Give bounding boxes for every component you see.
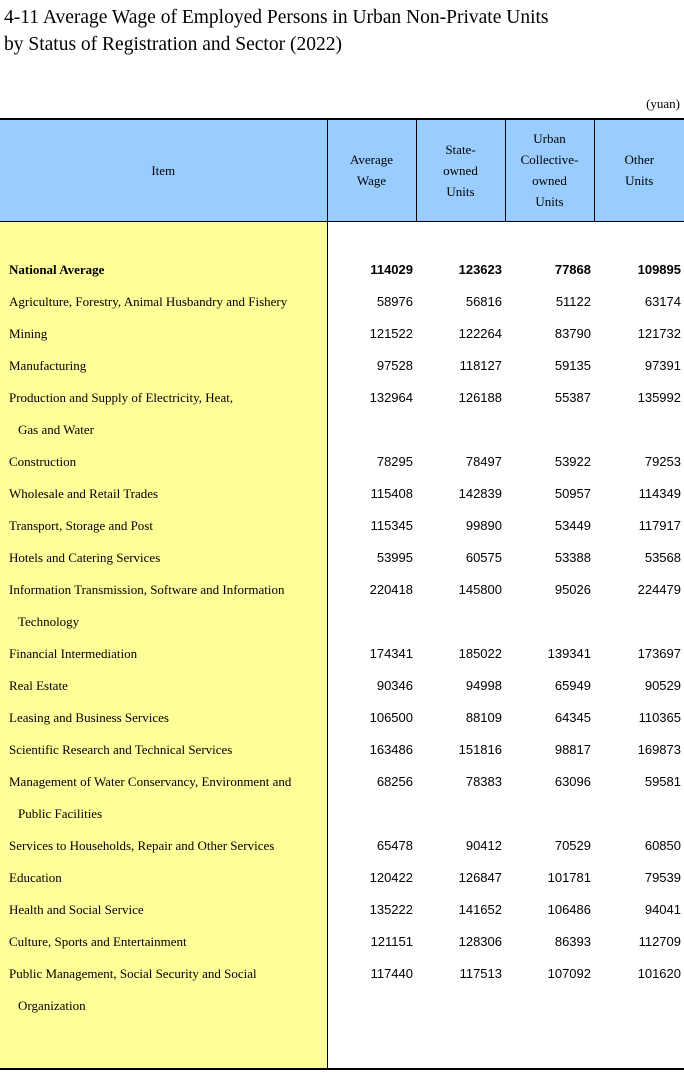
row-value: 139341 — [547, 646, 591, 661]
table-row-continuation — [0, 414, 684, 446]
row-label: Education — [0, 862, 327, 894]
row-value: 142839 — [458, 486, 502, 501]
row-value: 78295 — [376, 454, 413, 469]
row-value: 64345 — [554, 710, 591, 725]
row-value: 115408 — [370, 486, 413, 501]
table-row — [0, 478, 684, 510]
row-value: 95026 — [554, 582, 591, 597]
table-row-continuation — [0, 798, 684, 830]
table-row — [0, 894, 684, 926]
table-row — [0, 254, 684, 286]
row-value: 174341 — [369, 646, 413, 661]
row-value: 79539 — [644, 870, 681, 885]
row-label: Services to Households, Repair and Other Services — [0, 830, 327, 862]
table-row — [0, 286, 684, 318]
row-value: 53922 — [554, 454, 591, 469]
row-value: 107092 — [547, 966, 591, 981]
row-value: 120422 — [369, 870, 413, 885]
row-value: 65949 — [554, 678, 591, 693]
row-label: Health and Social Service — [0, 894, 327, 926]
row-value: 68256 — [376, 774, 413, 789]
table-row — [0, 446, 684, 478]
row-label: Construction — [0, 446, 327, 478]
row-label: Information Transmission, Software and Information — [0, 574, 327, 606]
wage-table — [0, 118, 684, 1070]
row-value: 90412 — [465, 838, 502, 853]
table-bottom-row — [0, 1022, 684, 1069]
row-value: 65478 — [376, 838, 413, 853]
row-value: 78383 — [465, 774, 502, 789]
row-value: 128306 — [458, 934, 502, 949]
row-value: 114029 — [370, 262, 413, 277]
row-value: 135992 — [637, 390, 681, 405]
table-body — [0, 221, 684, 1069]
table-row — [0, 382, 684, 414]
row-value: 141652 — [458, 902, 502, 917]
row-value: 117513 — [459, 966, 502, 981]
row-value: 59581 — [644, 774, 681, 789]
row-label: Financial Intermediation — [0, 638, 327, 670]
row-label-continuation: Gas and Water — [0, 414, 327, 446]
row-value: 121522 — [369, 326, 413, 341]
header-average-wage: Average Wage — [327, 119, 416, 221]
row-label: Production and Supply of Electricity, Heat, — [0, 382, 327, 414]
table-row-continuation — [0, 990, 684, 1022]
row-value: 94041 — [644, 902, 681, 917]
table-row — [0, 734, 684, 766]
table-row — [0, 350, 684, 382]
row-value: 77868 — [554, 262, 591, 277]
row-value: 135222 — [369, 902, 413, 917]
table-row — [0, 830, 684, 862]
row-value: 126188 — [458, 390, 502, 405]
row-value: 117440 — [370, 966, 413, 981]
row-value: 97528 — [376, 358, 413, 373]
row-value: 112709 — [638, 934, 681, 949]
row-value: 122264 — [458, 326, 502, 341]
row-value: 173697 — [637, 646, 681, 661]
row-value: 118127 — [459, 358, 502, 373]
row-value: 123623 — [458, 262, 502, 277]
row-value: 90529 — [644, 678, 681, 693]
row-value: 63096 — [554, 774, 591, 789]
row-value: 101620 — [637, 966, 681, 981]
row-label-continuation: Organization — [0, 990, 327, 1022]
row-value: 106500 — [369, 710, 413, 725]
row-value: 109895 — [637, 262, 681, 277]
row-label: Management of Water Conservancy, Environment and — [0, 766, 327, 798]
row-value: 117917 — [638, 518, 681, 533]
row-value: 114349 — [638, 486, 681, 501]
table-row — [0, 318, 684, 350]
header-collective-owned: Urban Collective- owned Units — [505, 119, 594, 221]
row-value: 106486 — [547, 902, 591, 917]
row-value: 97391 — [644, 358, 681, 373]
row-label: Manufacturing — [0, 350, 327, 382]
row-label-continuation: Technology — [0, 606, 327, 638]
row-value: 56816 — [465, 294, 502, 309]
header-item: Item — [0, 119, 327, 221]
title-line-2: by Status of Registration and Sector (2022) — [4, 34, 342, 55]
table-row — [0, 638, 684, 670]
row-label: Leasing and Business Services — [0, 702, 327, 734]
row-value: 70529 — [554, 838, 591, 853]
row-label: Real Estate — [0, 670, 327, 702]
row-value: 220418 — [369, 582, 413, 597]
unit-label: (yuan) — [646, 96, 680, 111]
row-value: 132964 — [369, 390, 413, 405]
row-value: 53995 — [376, 550, 413, 565]
row-value: 60575 — [465, 550, 502, 565]
row-value: 121151 — [370, 934, 413, 949]
row-value: 51122 — [555, 294, 591, 309]
row-value: 60850 — [644, 838, 681, 853]
row-value: 78497 — [465, 454, 502, 469]
row-value: 55387 — [554, 390, 591, 405]
row-value: 83790 — [554, 326, 591, 341]
table-row — [0, 510, 684, 542]
row-label: National Average — [0, 254, 327, 286]
row-value: 88109 — [465, 710, 502, 725]
title-line-1: 4-11 Average Wage of Employed Persons in Urban Non-Private Units — [4, 7, 549, 28]
row-label: Agriculture, Forestry, Animal Husbandry and Fishery — [0, 286, 327, 318]
row-value: 86393 — [554, 934, 591, 949]
table-row — [0, 926, 684, 958]
table-row — [0, 542, 684, 574]
row-value: 53568 — [644, 550, 681, 565]
row-value: 59135 — [554, 358, 591, 373]
row-value: 126847 — [458, 870, 502, 885]
row-value: 185022 — [458, 646, 502, 661]
row-value: 63174 — [644, 294, 681, 309]
spacer-row — [0, 221, 684, 254]
row-label: Transport, Storage and Post — [0, 510, 327, 542]
row-value: 99890 — [465, 518, 502, 533]
row-value: 163486 — [369, 742, 413, 757]
row-value: 53388 — [554, 550, 591, 565]
table-row — [0, 862, 684, 894]
header-state-owned: State- owned Units — [416, 119, 505, 221]
row-value: 53449 — [554, 518, 591, 533]
row-value: 224479 — [637, 582, 681, 597]
table-row-continuation — [0, 606, 684, 638]
table-row — [0, 574, 684, 606]
row-value: 145800 — [458, 582, 502, 597]
row-label: Hotels and Catering Services — [0, 542, 327, 574]
table-title — [4, 4, 549, 58]
row-value: 101781 — [547, 870, 591, 885]
row-label: Culture, Sports and Entertainment — [0, 926, 327, 958]
row-label: Public Management, Social Security and Social — [0, 958, 327, 990]
row-value: 98817 — [554, 742, 591, 757]
row-value: 50957 — [554, 486, 591, 501]
row-label: Wholesale and Retail Trades — [0, 478, 327, 510]
row-value: 115345 — [370, 518, 413, 533]
header-other-units: Other Units — [594, 119, 684, 221]
row-value: 90346 — [376, 678, 413, 693]
table-row — [0, 670, 684, 702]
row-value: 121732 — [637, 326, 681, 341]
row-value: 94998 — [465, 678, 502, 693]
table-row — [0, 766, 684, 798]
row-label-continuation: Public Facilities — [0, 798, 327, 830]
row-value: 169873 — [637, 742, 681, 757]
row-value: 79253 — [644, 454, 681, 469]
row-label: Mining — [0, 318, 327, 350]
row-label: Scientific Research and Technical Services — [0, 734, 327, 766]
row-value: 58976 — [376, 294, 413, 309]
row-value: 110365 — [638, 710, 681, 725]
table-row — [0, 958, 684, 990]
row-value: 151816 — [458, 742, 502, 757]
table-row — [0, 702, 684, 734]
